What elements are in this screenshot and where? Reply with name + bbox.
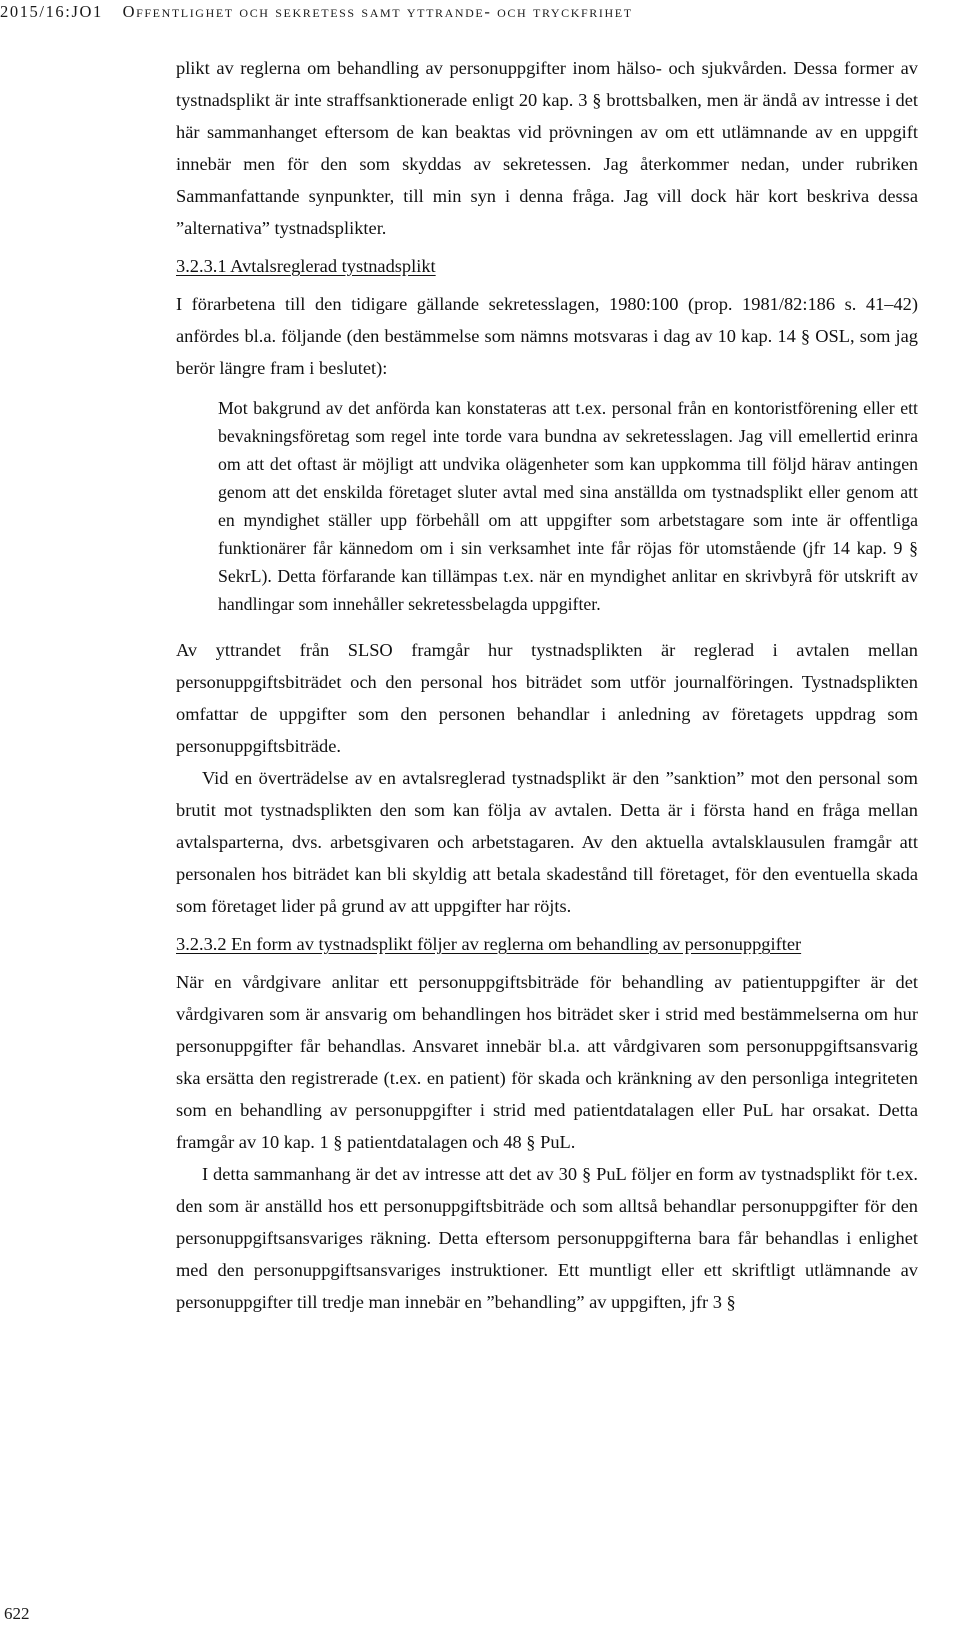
page-number: 622 [4, 1604, 30, 1623]
running-header [0, 2, 960, 26]
section-heading-text: 3.2.3.1 Avtalsreglerad tystnadsplikt [176, 256, 436, 276]
block-quote: Mot bakgrund av det anförda kan konstateras att t.ex. personal från en kontoristförening eller ett bevakningsföretag som regel inte torde vara bundna av sekretesslagen. Jag vill emellertid erinra om att det oftast är möjligt att undvika olägenheter som kan uppkomma till följd härav antingen genom att det enskilda företaget sluter avtal med sina anställda om tystnadsplikt eller genom att en myndighet ställer upp förbehåll om att uppgifter som arbetstagare som inte är offentliga funktionärer får kännedom om i sin verksamhet inte får röjas för utomstående (jfr 14 kap. 9 § SekrL). Detta förfarande kan tillämpas t.ex. när en myndighet anlitar en skrivbyrå för utskrift av handlingar som innehåller sekretessbelagda uppgifter. [218, 398, 918, 614]
section-heading-text: 3.2.3.2 En form av tystnadsplikt följer av reglerna om behandling av personuppgifter [176, 934, 802, 954]
paragraph-continued: plikt av reglerna om behandling av personuppgifter inom hälso- och sjukvården. Dessa former av tystnadsplikt är inte straffsanktionerade enligt 20 kap. 3 § brottsbalken, men är ändå av intresse i det här sammanhanget eftersom de kan beaktas vid prövningen av om ett utlämnande av en uppgift innebär men för den som skyddas av sekretessen. Jag återkommer nedan, under rubriken Sammanfattande synpunkter, till min syn i denna fråga. Jag vill dock här kort beskriva dessa ”alternativa” tystnadsplikter. [176, 58, 918, 238]
paragraph: Vid en överträdelse av en avtalsreglerad tystnadsplikt är den ”sanktion” mot den personal som brutit mot tystnadsplikten den som kan följa av avtalen. Detta är i första hand en fråga mellan avtalsparterna, dvs. arbetsgivaren och arbetstagaren. Av den aktuella avtalsklausulen framgår att personalen hos biträdet kan bli skyldig att betala skadestånd till företaget, för den eventuella skada som företaget lider på grund av att uppgifter har röjts. [176, 768, 918, 916]
paragraph-intro: I förarbetena till den tidigare gällande sekretesslagen, 1980:100 (prop. 1981/82:186 s. 41–42) anfördes bl.a. följande (den bestämmelse som nämns motsvaras i dag av 10 kap. 14 § OSL, som jag berör längre fram i beslutet): [176, 294, 918, 378]
document-body [176, 52, 918, 1318]
paragraph: I detta sammanhang är det av intresse att det av 30 § PuL följer en form av tystnadsplikt för t.ex. den som är anställd hos ett personuppgiftsbiträde och som alltså behandlar personuppgifter för den personuppgiftsansvariges räkning. Detta eftersom personuppgifterna bara får behandlas i enlighet med den personuppgiftsansvariges instruktioner. Ett muntligt eller ett skriftligt utlämnande av personuppgifter till tredje man innebär en ”behandling” av uppgiften, jfr 3 § [176, 1164, 918, 1312]
paragraph: Av yttrandet från SLSO framgår hur tystnadsplikten är reglerad i avtalen mellan personuppgiftsbiträdet och den personal hos biträdet som utför journalföringen. Tystnadsplikten omfattar de uppgifter som den personen behandlar i anledning av företagets uppdrag som personuppgiftsbiträde. [176, 640, 918, 756]
case-number: 2015/16:JO1 [0, 2, 103, 21]
section-heading-avtalsreglerad [176, 250, 918, 282]
section-heading-personuppgifter [176, 928, 918, 960]
paragraph: När en vårdgivare anlitar ett personuppgiftsbiträde för behandling av patientuppgifter är det vårdgivaren som är ansvarig om behandlingen hos biträdet sker i strid med bestämmelserna om hur personuppgifter får behandlas. Ansvaret innebär bl.a. att vårdgivaren som personuppgiftsansvarig ska ersätta den registrerade (t.ex. en patient) för skada och kränkning av den personliga integriteten som en behandling av personuppgifter i strid med patientdatalagen eller PuL har orsakat. Detta framgår av 10 kap. 1 § patientdatalagen och 48 § PuL. [176, 972, 918, 1152]
running-title: Offentlighet och sekretess samt yttrande- och tryckfrihet [122, 2, 633, 21]
